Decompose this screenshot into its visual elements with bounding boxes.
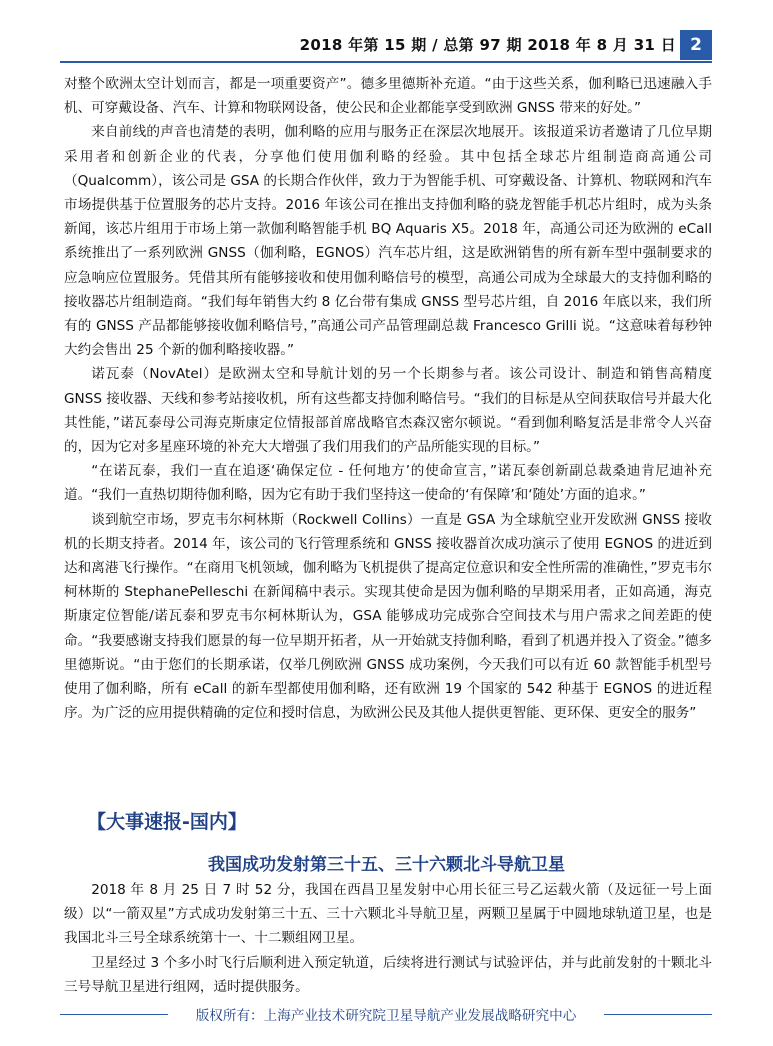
news-paragraph: 2018 年 8 月 25 日 7 时 52 分，我国在西昌卫星发射中心用长征三号乙运载火箭（及远征一号上面级）以“一箭双星”方式成功发射第三十五、三十六颗北斗导航卫星，两颗卫星属于中圆地球轨道卫星，也是我国北斗三号全球系统第十一、十二颗组网卫星。	[64, 882, 712, 947]
page-footer	[60, 1002, 712, 1026]
page-header	[60, 30, 712, 60]
article-body	[64, 72, 712, 725]
article-paragraph: 谈到航空市场，罗克韦尔柯林斯（Rockwell Collins）一直是 GSA 为全球航空业开发欧洲 GNSS 接收机的长期支持者。2014 年，该公司的飞行管理系统和 GNSS 接收器首次成功演示了使用 EGNOS 的进近到达和离港飞行操作。“在商用飞机领域，伽利略为飞机提供了提高定位意识和安全性所需的准确性，”罗克韦尔柯林斯的 StephanePelleschi 在新闻稿中表示。实现其使命是因为伽利略的早期采用者，正如高通，海克斯康定位智能/诺瓦泰和罗克韦尔柯林斯认为，GSA 能够成功完成弥合空间技术与用户需求之间差距的使命。“我要感谢支持我们愿景的每一位早期开拓者，从一开始就支持伽利略，看到了机遇并投入了资金。”德多里德斯说。“由于您们的长期承诺，仅举几例欧洲 GNSS 成功案例，今天我们可以有近 60 款智能手机型号使用了伽利略，所有 eCall 的新车型都使用伽利略，还有欧洲 19 个国家的 542 种基于 EGNOS 的进近程序。为广泛的应用提供精确的定位和授时信息，为欧洲公民及其他人提供更智能、更环保、更安全的服务”	[64, 511, 712, 722]
news-title: 我国成功发射第三十五、三十六颗北斗导航卫星	[208, 855, 565, 875]
news-paragraph: 卫星经过 3 个多小时飞行后顺利进入预定轨道，后续将进行测试与试验评估，并与此前发射的十颗北斗三号导航卫星进行组网，适时提供服务。	[64, 954, 712, 995]
footer-rule-right	[604, 1014, 712, 1015]
issue-info: 2018 年第 15 期 / 总第 97 期 2018 年 8 月 31 日	[299, 36, 676, 54]
page-number-badge: 2	[680, 30, 712, 60]
article-paragraph: 诺瓦泰（NovAtel）是欧洲太空和导航计划的另一个长期参与者。该公司设计、制造和销售高精度 GNSS 接收器、天线和参考站接收机，所有这些都支持伽利略信号。“我们的目标是从空间获取信号并最大化其性能，”诺瓦泰母公司海克斯康定位情报部首席战略官杰森汉密尔顿说。“看到伽利略复活是非常令人兴奋的，因为它对多星座环境的补充大大增强了我们用我们的产品所能实现的目标。”	[64, 366, 712, 456]
article-paragraph: 来自前线的声音也清楚的表明，伽利略的应用与服务正在深层次地展开。该报道采访者邀请了几位早期采用者和创新企业的代表，分享他们使用伽利略的经验。其中包括全球芯片组制造商高通公司（Qualcomm），该公司是 GSA 的长期合作伙伴，致力于为智能手机、可穿戴设备、计算机、物联网和汽车市场提供基于位置服务的芯片支持。2016 年该公司在推出支持伽利略的骁龙智能手机芯片组时，成为头条新闻，该芯片组用于市场上第一款伽利略智能手机 BQ Aquaris X5。2018 年，高通公司还为欧洲的 eCall 系统推出了一系列欧洲 GNSS（伽利略，EGNOS）汽车芯片组，这是欧洲销售的所有新车型中强制要求的应急响应位置服务。凭借其所有能够接收和使用伽利略信号的模型，高通公司成为全球最大的支持伽利略的接收器芯片组制造商。“我们每年销售大约 8 亿台带有集成 GNSS 型号芯片组，自 2016 年底以来，我们所有的 GNSS 产品都能够接收伽利略信号，”高通公司产品管理副总裁 Francesco Grilli 说。“这意味着每秒钟大约会售出 25 个新的伽利略接收器。”	[64, 124, 713, 359]
article-paragraph: “在诺瓦泰，我们一直在追逐‘确保定位 - 任何地方’的使命宣言，”诺瓦泰创新副总裁桑迪肯尼迪补充道。“我们一直热切期待伽利略，因为它有助于我们坚持这一使命的‘有保障’和‘随处’方面的追求。”	[64, 463, 712, 504]
header-divider	[60, 61, 712, 63]
section-heading: 【大事速报-国内】	[87, 811, 247, 833]
news-body	[64, 878, 712, 999]
footer-copyright: 版权所有：上海产业技术研究院卫星导航产业发展战略研究中心	[195, 1008, 577, 1024]
article-paragraph: 对整个欧洲太空计划而言，都是一项重要资产”。德多里德斯补充道。“由于这些关系，伽利略已迅速融入手机、可穿戴设备、汽车、计算和物联网设备，使公民和企业都能享受到欧洲 GNSS 带来的好处。”	[64, 76, 712, 117]
